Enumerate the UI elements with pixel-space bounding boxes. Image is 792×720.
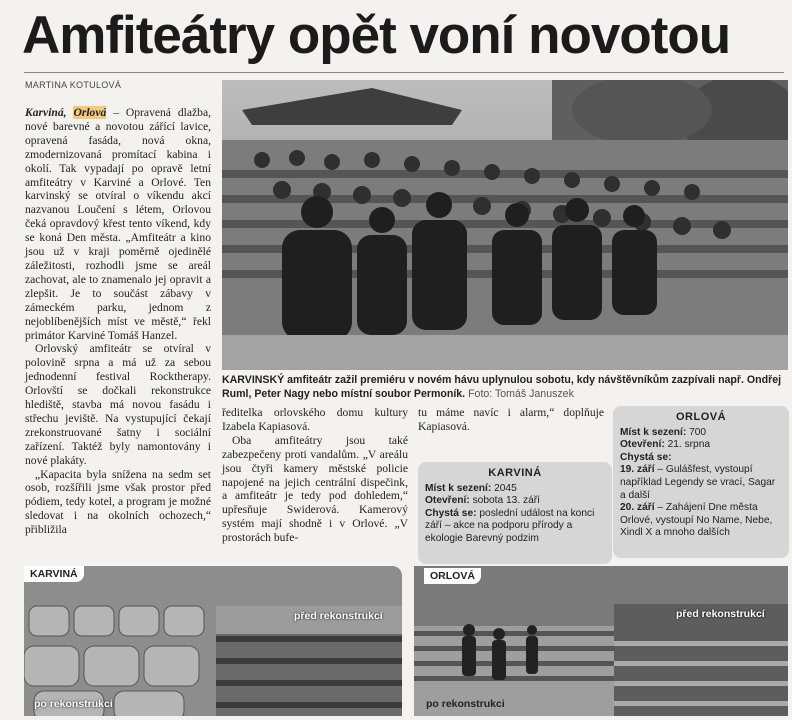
photo-credit: Foto: Tomáš Januszek xyxy=(468,387,574,400)
lead-place-orlova: Orlová xyxy=(73,106,107,119)
paragraph: Orlovský amfiteátr se otvíral v polovině srpna a má už za sebou jednodenní festival Rocktherapy. Orlovští se dočkali rekonstrukce hlediště, stavba má novou fasádu i střechu jeviště. Na vystupující čekají zrekonstruované šatny i sociální zařízení. Taktéž byly namontovány i nové plakáty. xyxy=(25,342,211,467)
info-label: Chystá se: xyxy=(620,451,672,463)
author-byline: MARTINA KOTULOVÁ xyxy=(25,80,122,90)
info-value: 2045 xyxy=(494,482,517,494)
label-before-orlova: před rekonstrukcí xyxy=(676,608,765,620)
orlova-photo-illustration xyxy=(414,566,788,716)
event-text: – Gulášfest, vystoupí například Legendy se vrací, Sagar a další xyxy=(620,464,776,501)
label-after-orlova: po rekonstrukci xyxy=(426,698,505,710)
seats-photo-illustration xyxy=(24,566,402,716)
info-value: sobota 13. září xyxy=(472,495,540,507)
photo-orlova-before-after xyxy=(414,566,788,716)
label-before-karvina: před rekonstrukcí xyxy=(294,610,383,622)
info-label: Míst k sezení: xyxy=(425,482,492,494)
headline: Amfiteátry opět voní novotou xyxy=(22,6,731,65)
info-box-karvina xyxy=(418,462,612,564)
info-value: poslední událost na konci září – akce na podporu přírody a ekologie Barevný podzim xyxy=(425,507,595,544)
info-label: Chystá se: xyxy=(425,507,477,519)
paragraph: tu máme navíc i alarm,“ doplňuje Kapiasová. xyxy=(418,406,604,433)
lead-dash: – xyxy=(106,106,126,119)
info-title: ORLOVÁ xyxy=(675,411,727,423)
info-label: Otevření: xyxy=(425,495,470,507)
article-column-1 xyxy=(25,106,211,537)
paragraph: ředitelka orlovského domu kultury Izabela Kapiasová. xyxy=(222,406,408,433)
label-after-karvina: po rekonstrukci xyxy=(34,698,113,710)
lead-paragraph xyxy=(25,106,211,342)
headline-rule xyxy=(24,72,784,73)
paragraph-text: Opravená dlažba, nové barevné a novotou zářící lavice, opravená fasáda, nová okna, zmodernizovaná promítací kabina i okolí. Tak vypadají po opravě letní amfiteátry v Karviné a Orlové. Ten karvinský se otvíral o víkendu akcí nazvanou Loučení s létem, Orlovou čeká opravdový křest tento víkend, kdy se koná Den města. „Amfiteátr a kino jsou už v kraji poměrně ojedinělé záležitosti, rozhodli jsme se areál zachovat, ale to znamenalo jej opravit a zlepšit. Je to součást zábavy v zámeckém parku, jednom z nejoblíbenějších míst ve městě,“ řekl primátor Karviné Tomáš Hanzel. xyxy=(25,106,211,342)
lead-place-karvina: Karviná, xyxy=(25,106,67,119)
caption-text: KARVINSKÝ amfiteátr zažil premiéru v novém hávu uplynulou sobotu, kdy návštěvníkům zazpívali např. Ondřej Ruml, Peter Nagy nebo místní soubor Permoník. xyxy=(222,374,782,400)
info-value: 21. srpna xyxy=(667,439,711,451)
article-column-2 xyxy=(222,406,408,545)
photo-tag-orlova: ORLOVÁ xyxy=(424,568,481,584)
event-date: 20. září xyxy=(620,502,655,514)
info-title: KARVINÁ xyxy=(488,467,542,479)
info-label: Otevření: xyxy=(620,439,665,451)
event-text: – Zahájení Dne města Orlové, vystoupí No Name, Nebe, Xindl X a mnoho dalších xyxy=(620,502,773,539)
paragraph: „Kapacita byla snížena na sedm set osob, rozšířili jsme však prostor před pódiem, tedy kotel, a program je možné sledovat i na okolních ochozech,“ přibližila xyxy=(25,467,211,537)
article-column-3 xyxy=(418,406,604,434)
photo-caption xyxy=(222,374,788,401)
paragraph: Oba amfiteátry jsou také zabezpečeny proti vandalům. „V areálu jsou čtyři kamery městské policie napojené na jejich centrální dispečink, a amfiteátr je tedy pod dohledem,“ upřesňuje Swiderová. Kamerový systém mají shodně i v Orlové. „V prostorách bufe- xyxy=(222,433,408,545)
event-date: 19. září xyxy=(620,464,655,476)
main-photo-audience xyxy=(222,80,788,370)
info-box-orlova xyxy=(613,406,789,558)
info-value: 700 xyxy=(689,426,707,438)
photo-karvina-before-after xyxy=(24,566,402,716)
info-label: Míst k sezení: xyxy=(620,426,687,438)
audience-photo-illustration xyxy=(222,80,788,370)
photo-tag-karvina: KARVINÁ xyxy=(24,566,84,582)
